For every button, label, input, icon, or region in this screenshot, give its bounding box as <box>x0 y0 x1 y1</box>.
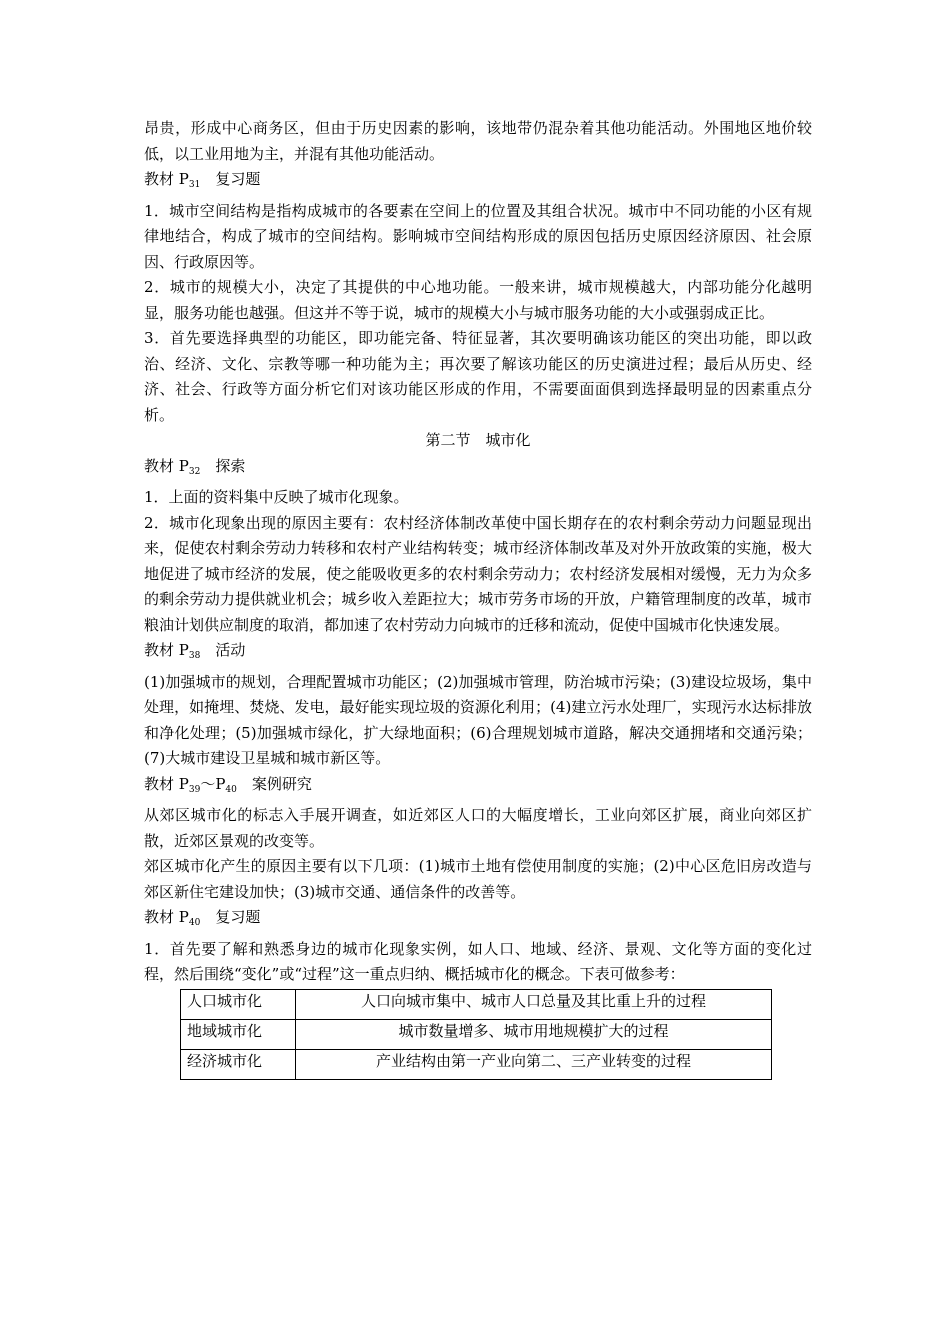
heading-text: 活动 <box>200 641 246 659</box>
page-subscript: 39 <box>188 784 201 795</box>
heading-p40-review <box>144 905 812 937</box>
urbanization-table <box>180 989 772 1080</box>
p32-answer-1: 1．上面的资料集中反映了城市化现象。 <box>144 488 409 506</box>
heading-text: 复习题 <box>200 908 261 926</box>
table-row <box>181 1019 772 1049</box>
page-subscript: 38 <box>188 651 201 661</box>
p38-answer-1: (1)加强城市的规划，合理配置城市功能区；(2)加强城市管理，防治城市污染；(3)建设垃圾场，集中处理，如掩埋、焚烧、发电，最好能实现垃圾的资源化利用；(4)建立污水处理厂，实现污水达标排放和净化处理；(5)加强城市绿化，扩大绿地面积；(6)合理规划城市道路，解决交通拥堵和交通污染；(7)大城市建设卫星城和城市新区等。 <box>144 672 812 767</box>
section-title: 第二节 城市化 <box>425 431 531 449</box>
p31-answer-2: 2．城市的规模大小，决定了其提供的中心地功能。一般来讲，城市规模越大，内部功能分化越明显，服务功能也越强。但这并不等于说，城市的规模大小与城市服务功能的大小或强弱成正比。 <box>144 278 812 322</box>
table-cell-term: 经济城市化 <box>181 1049 296 1079</box>
page-subscript: 31 <box>188 180 201 190</box>
heading-text: ～P <box>200 774 226 793</box>
p31-answer-3: 3．首先要选择典型的功能区，即功能完备、特征显著，其次要明确该功能区的突出功能，即以政治、经济、文化、宗教等哪一种功能为主；再次要了解该功能区的历史演进过程；最后从历史、经济、社会、行政等方面分析它们对该功能区形成的作用，不需要面面俱到选择最明显的因素重点分析。 <box>144 329 812 424</box>
heading-text: 探索 <box>200 456 246 475</box>
table-cell-desc: 城市数量增多、城市用地规模扩大的过程 <box>296 1019 772 1049</box>
heading-text: 案例研究 <box>236 774 312 793</box>
page-subscript: 40 <box>225 784 237 795</box>
page-subscript: 32 <box>188 466 201 477</box>
page-subscript: 40 <box>188 918 201 928</box>
heading-p38-activity <box>144 638 812 670</box>
heading-text: 教材 P <box>144 456 189 475</box>
intro-paragraph: 昂贵，形成中心商务区，但由于历史因素的影响，该地带仍混杂着其他功能活动。外围地区地价较低，以工业用地为主，并混有其他功能活动。 <box>144 119 812 163</box>
table-cell-desc: 人口向城市集中、城市人口总量及其比重上升的过程 <box>296 989 772 1019</box>
p39-answer-1: 从郊区城市化的标志入手展开调查，如近郊区人口的大幅度增长，工业向郊区扩展，商业向郊区扩散，近郊区景观的改变等。 <box>144 806 812 850</box>
heading-text: 教材 P <box>144 641 189 659</box>
heading-text: 教材 P <box>144 908 189 926</box>
table-row <box>181 1049 772 1079</box>
document-page <box>144 116 812 1080</box>
heading-p31-review <box>144 167 812 199</box>
table-cell-desc: 产业结构由第一产业向第二、三产业转变的过程 <box>296 1049 772 1079</box>
table-cell-term: 人口城市化 <box>181 989 296 1019</box>
heading-text: 教材 P <box>144 774 189 793</box>
heading-p32-explore <box>144 454 812 486</box>
p32-answer-2: 2．城市化现象出现的原因主要有：农村经济体制改革使中国长期存在的农村剩余劳动力问题显现出来，促使农村剩余劳动力转移和农村产业结构转变；城市经济体制改革及对外开放政策的实施，极大地促进了城市经济的发展，使之能吸收更多的农村剩余劳动力；农村经济发展相对缓慢，无力为众多的剩余劳动力提供就业机会；城乡收入差距拉大；城市劳务市场的开放，户籍管理制度的改革，城市粮油计划供应制度的取消，都加速了农村劳动力向城市的迁移和流动，促使中国城市化快速发展。 <box>144 513 812 634</box>
p40-answer-1: 1．首先要了解和熟悉身边的城市化现象实例，如人口、地域、经济、景观、文化等方面的变化过程，然后围绕“变化”或“过程”这一重点归纳、概括城市化的概念。下表可做参考： <box>144 939 812 983</box>
heading-text: 教材 P <box>144 170 189 188</box>
table-cell-term: 地域城市化 <box>181 1019 296 1049</box>
table-row <box>181 989 772 1019</box>
p39-answer-2: 郊区城市化产生的原因主要有以下几项：(1)城市土地有偿使用制度的实施；(2)中心区危旧房改造与郊区新住宅建设加快；(3)城市交通、通信条件的改善等。 <box>144 857 812 901</box>
heading-p39-case-study <box>144 772 812 804</box>
p31-answer-1: 1．城市空间结构是指构成城市的各要素在空间上的位置及其组合状况。城市中不同功能的小区有规律地结合，构成了城市的空间结构。影响城市空间结构形成的原因包括历史原因经济原因、社会原因、行政原因等。 <box>144 201 812 271</box>
heading-text: 复习题 <box>200 170 261 188</box>
